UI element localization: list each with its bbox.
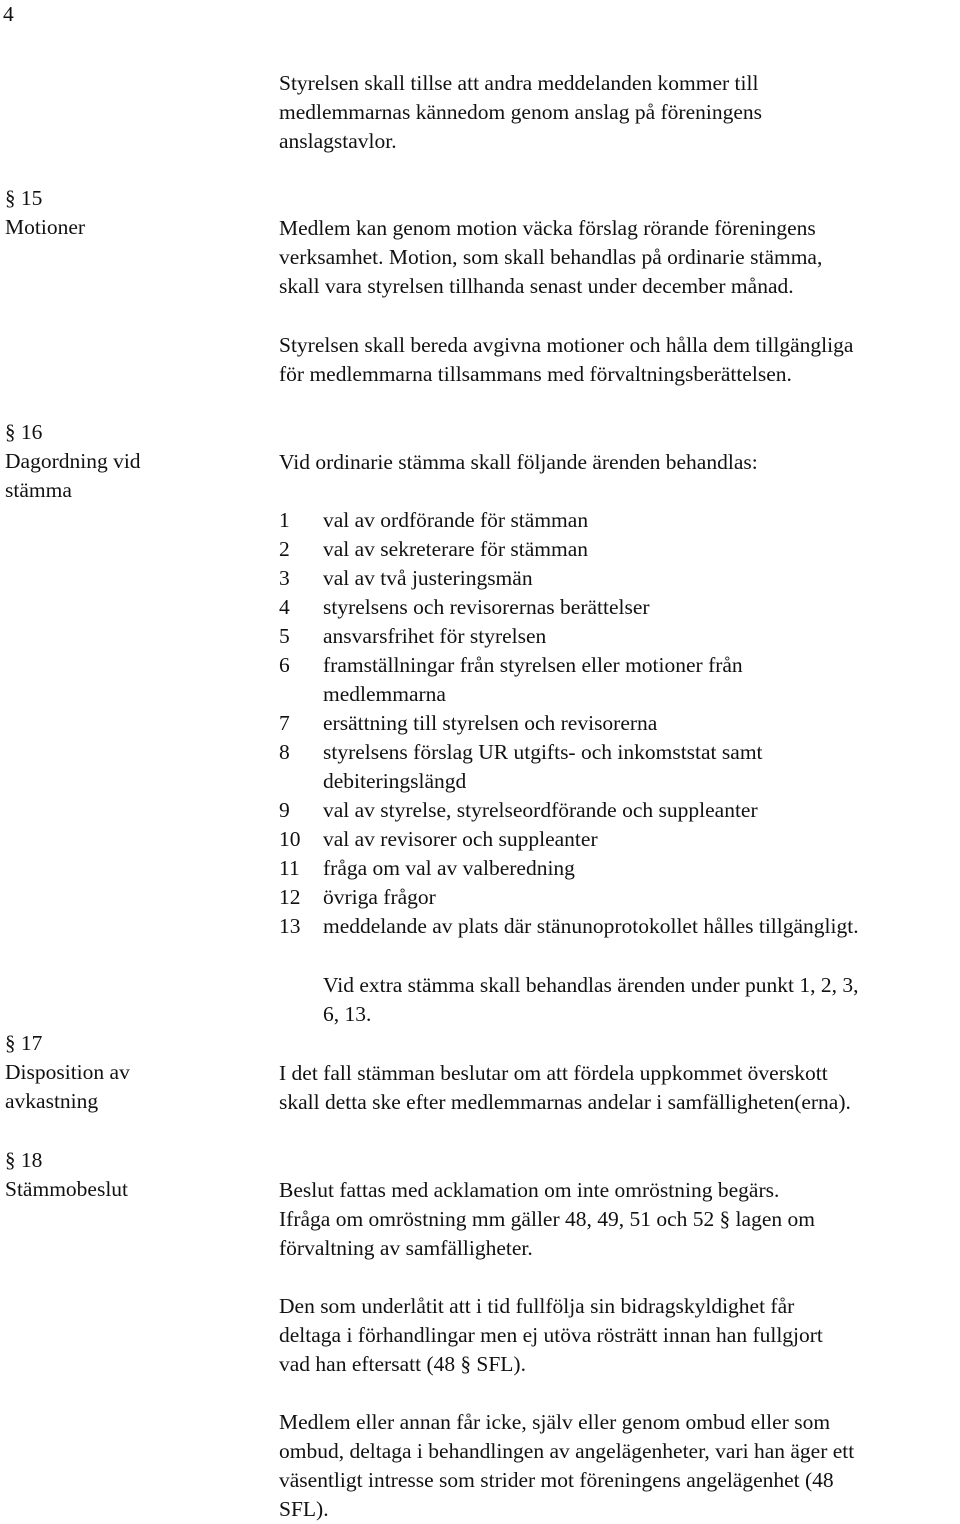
agenda-number: 8 [279,740,290,764]
page-number: 4 [3,2,14,26]
paragraph-line [279,1350,959,1379]
section-16-title-line-1: Dagordning vid [5,449,141,473]
section-17-heading [5,1029,130,1116]
section-sign: § [719,1207,731,1231]
agenda-text: styrelsens förslag UR utgifts- och inkomststat samt [323,740,763,764]
agenda-number: 4 [279,595,290,619]
section-sign: § [5,1031,16,1055]
agenda-text: framställningar från styrelsen eller motioner från [323,653,743,677]
paragraph-line: väsentligt intresse som strider mot föreningens angelägenhet (48 [279,1468,834,1492]
paragraph-line: Medlem kan genom motion väcka förslag rörande föreningens [279,216,816,240]
paragraph-line: Den som underlåtit att i tid fullfölja sin bidragskyldighet får [279,1294,795,1318]
section-16-title-line-2: stämma [5,478,72,502]
paragraph-line: för medlemmarna tillsammans med förvaltningsberättelsen. [279,362,792,386]
paragraph-line: Styrelsen skall tillse att andra meddelanden kommer till [279,71,759,95]
paragraph-line: SFL). [279,1497,329,1521]
section-sign: § [5,1148,16,1172]
agenda-text: meddelande av plats där stänunoprotokollet hålles tillgängligt. [323,914,859,938]
agenda-number: 6 [279,653,290,677]
agenda-number: 7 [279,711,290,735]
paragraph-line: 6, 13. [323,1002,372,1026]
paragraph-line: Medlem eller annan får icke, själv eller genom ombud eller som [279,1410,831,1434]
section-15-title: Motioner [5,215,86,239]
paragraph-line: deltaga i förhandlingar men ej utöva rösträtt innan han fullgjort [279,1323,823,1347]
paragraph-line: medlemmarnas kännedom genom anslag på föreningens [279,100,763,124]
paragraph-extra-stamma [323,971,858,1029]
agenda-text: val av två justeringsmän [323,566,533,590]
section-16-heading [5,418,141,505]
agenda-text: debiteringslängd [323,769,467,793]
agenda-number: 1 [279,508,290,532]
agenda-number: 3 [279,566,290,590]
section-17-title-line-1: Disposition av [5,1060,130,1084]
paragraph-anslag [279,69,959,156]
paragraph-line: skall detta ske efter medlemmarnas andelar i samfälligheten(erna). [279,1090,851,1114]
section-sign: § [460,1352,471,1376]
agenda-text: fråga om val av valberedning [323,856,575,880]
agenda-text: ersättning till styrelsen och revisorerna [323,711,658,735]
section-18-title: Stämmobeslut [5,1177,129,1201]
agenda-text: val av ordförande för stämman [323,508,589,532]
paragraph-disposition [279,1059,959,1117]
paragraph-line: Vid ordinarie stämma skall följande ärenden behandlas: [279,450,758,474]
agenda-text: val av revisorer och suppleanter [323,827,598,851]
agenda-number: 2 [279,537,290,561]
paragraph-text: vad han eftersatt (48 [279,1352,456,1376]
agenda-number: 10 [279,827,301,851]
paragraph-line [279,1205,959,1234]
paragraph-line: verksamhet. Motion, som skall behandlas på ordinarie stämma, [279,245,823,269]
paragraph-line: I det fall stämman beslutar om att fördela uppkommet överskott [279,1061,828,1085]
paragraph-line: ombud, deltaga i behandlingen av angelägenheter, vari han äger ett [279,1439,855,1463]
section-15-number: 15 [20,186,43,210]
paragraph-beslut-3 [279,1408,959,1524]
section-17-number: 17 [20,1031,43,1055]
section-sign: § [5,420,16,444]
paragraph-line: anslagstavlor. [279,129,397,153]
agenda-number: 12 [279,885,301,909]
agenda-number: 5 [279,624,290,648]
paragraph-text: Ifråga om omröstning mm gäller 48, 49, 51 och 52 [279,1207,715,1231]
paragraph-line: förvaltning av samfälligheter. [279,1236,533,1260]
agenda-number: 9 [279,798,290,822]
section-15-heading [5,184,85,242]
paragraph-line: Styrelsen skall bereda avgivna motioner och hålla dem tillgängliga [279,333,854,357]
section-17-title-line-2: avkastning [5,1089,99,1113]
section-18-number: 18 [20,1148,43,1172]
agenda-number: 13 [279,914,301,938]
section-18-heading [5,1146,128,1204]
section-sign: § [5,186,16,210]
paragraph-text: lagen om [735,1207,815,1231]
paragraph-beslut-2 [279,1292,959,1379]
section-16-number: 16 [20,420,43,444]
agenda-number: 11 [279,856,300,880]
paragraph-text: SFL). [476,1352,526,1376]
agenda-text: styrelsens och revisorernas berättelser [323,595,650,619]
paragraph-line: skall vara styrelsen tillhanda senast under december månad. [279,274,794,298]
agenda-text: ansvarsfrihet för styrelsen [323,624,547,648]
agenda-text: övriga frågor [323,885,436,909]
paragraph-line: Vid extra stämma skall behandlas ärenden under punkt 1, 2, 3, [323,973,859,997]
paragraph-line: Beslut fattas med acklamation om inte omröstning begärs. [279,1178,780,1202]
paragraph-dagordning-intro [279,448,959,477]
paragraph-beslut-1 [279,1176,959,1263]
agenda-text: val av styrelse, styrelseordförande och suppleanter [323,798,758,822]
agenda-text: val av sekreterare för stämman [323,537,589,561]
paragraph-motion-1 [279,214,959,301]
paragraph-motion-2 [279,331,959,389]
agenda-text: medlemmarna [323,682,446,706]
